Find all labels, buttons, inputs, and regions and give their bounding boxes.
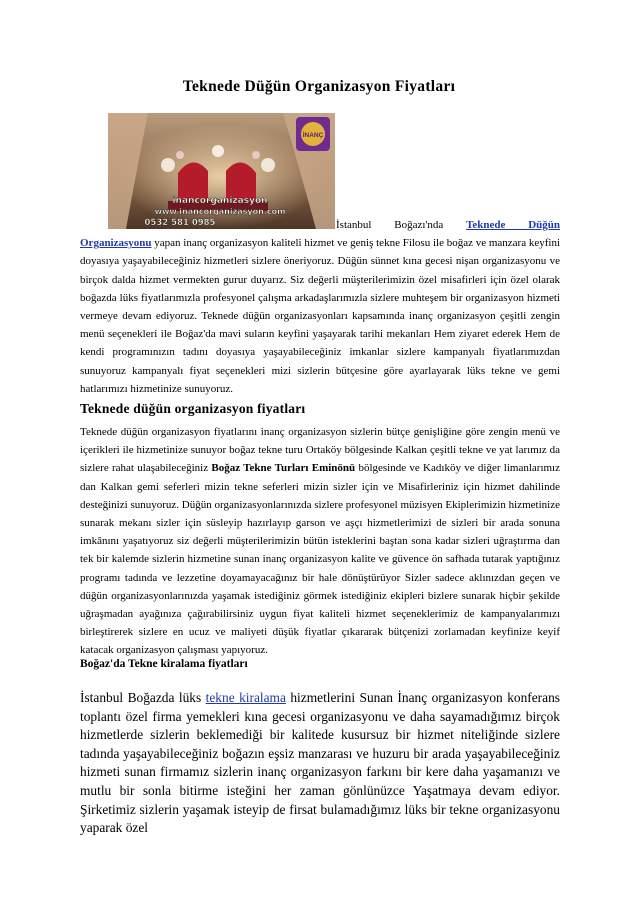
section1-heading: Teknede düğün organizasyon fiyatları: [80, 401, 306, 416]
wedding-decor-image: [108, 113, 335, 229]
section2-paragraph: [80, 689, 560, 838]
bogaz-tekne-turlari-eminonu: Boğaz Tekne Turları Eminönü: [211, 462, 356, 475]
document-title: Teknede Düğün Organizasyon Fiyatları: [182, 78, 456, 95]
tekne-kiralama-link[interactable]: tekne kiralama: [205, 690, 286, 705]
teknede-dugun-organizasyonu-link[interactable]: Teknede Düğün Organizasyonu: [80, 219, 561, 250]
wedding-boat-photo: [108, 113, 335, 229]
section1-paragraph: [80, 423, 560, 660]
section1-part2: bölgesinde ve Kadıköy ve diğer limanlarımız dan Kalkan gemi seferleri mizin tekne seferleri mizin sizler için ve Misafirleriniz için hizmet dahilinde desteğinizi sunuyoruz. Düğün organizasyonlarınızda sizlere profesyonel müzisyen Ekiplerimizin hizmetinize sunarak mekanı sizler için süsleyip hazırlayıp garson ve aşçı hizmetlerimizi de sizleri bir arada sonuna imkânını yaşatıyoruz siz değerli müşterilerimizin bütün isteklerini baştan sona kadar sizleri uğraştırma dan tek bir kalemde sizlerin hizmetine sunan inanç organizasyon kalite ve güvence ön safhada tutarak yaptığınız programı tadında ve lezzetine doyamayacağınız bir hale dönüştürüyor Sizler sadece aklınızdan geçen ve düğün organizasyonlarınızda yaşamak istediğiniz görmek istediğiniz ekipleri bizlere sunarak hiçbir şekilde uğraşmadan ayağınıza çağırabilirsiniz uygun fiyat kaliteli hizmet seçeneklerimiz de kampanyalarımızı birleştirerek sizlere en ucuz ve maliyeti düşük fiyatlar çıkararak bütçenizi zorlamadan keyfinize keyif katacak organizasyon çalışması yapıyoruz.: [80, 462, 560, 657]
intro-paragraph: [80, 216, 560, 398]
intro-prefix: İstanbul Boğazı'nda: [336, 219, 467, 231]
section1-part1: Teknede düğün organizasyon fiyatlarını inanç organizasyon sizlerin bütçe genişliğine göre zengin menü ve içerikleri ile hizmetinize sunuyor boğaz tekne turu Ortaköy bölgesinde Kalkan çeşitli tekne ve yat larımız da sizlere rahat ulaşabileceğiniz: [80, 426, 560, 475]
photo-phone: 0532 581 0985: [144, 218, 216, 228]
photo-watermark-url: www.inancorganizasyon.com: [154, 207, 286, 216]
intro-body: yapan inanç organizasyon kaliteli hizmet ve geniş tekne Filosu ile boğaz ve manzara keyfini doyasıya yaşayabileceğiniz hizmetleri sizlere öneriyoruz. Düğün sünnet kına gecesi nişan organizasyonu ve birçok dalda hizmet vermekten gurur duyarız. Siz değerli müşterilerimizin özel misafirleri için özel olarak boğazda lüks fiyatlarımızla profesyonel çalışma arkadaşlarımızla sizlere muhteşem bir organizasyon hizmeti vermeye devam ediyoruz. Teknede düğün organizasyonları kapsamında inanç organizasyon çeşitli zengin menü seçenekleri ile Boğaz'da mavi suların keyfini yaşayarak tarihi mekanları Hem ziyaret ederek Hem de kendi programınızın tadını doyasıya yaşayabileceğiniz imkanlar sizlere kampanyalı fiyatlarımızdan sunuyoruz kampanyalı fiyat seçenekleri mizi sizlerin bütçesine göre ayarlayarak lüks tekne ve gemi hatlarımızı hizmetinize sunuyoruz.: [80, 237, 561, 395]
section2-prefix: İstanbul Boğazda lüks: [80, 690, 206, 705]
photo-watermark-name: inancorganizasyon: [172, 196, 268, 206]
section2-heading: Boğaz'da Tekne kiralama fiyatları: [80, 658, 248, 670]
section2-body: hizmetlerini Sunan İnanç organizasyon konferans toplantı özel firma yemekleri kına gecesi organizasyonu ve daha sayamadığımız birçok hizmetlerde sizlerin beklemediği bir kalitede kusursuz bir hizmet niteliğinde sizlere tadında yaşayabileceğiniz boğazın eşsiz manzarası ve huzuru bir arada yaşayabileceğiniz hizmeti sunan firmamız sizlerin inanç organizasyon farkını bir kere daha yaşamanızı ve mutlu bir sonla bitirme isteğini her zaman gönlünüzce Yaşatmaya devam ediyor. Şirketimiz sizlerin yaşamak isteyip de firsat bulamadığımız lüks bir tekne organizasyonu yaparak özel: [80, 690, 560, 836]
logo-text: İNANÇ: [302, 132, 324, 139]
